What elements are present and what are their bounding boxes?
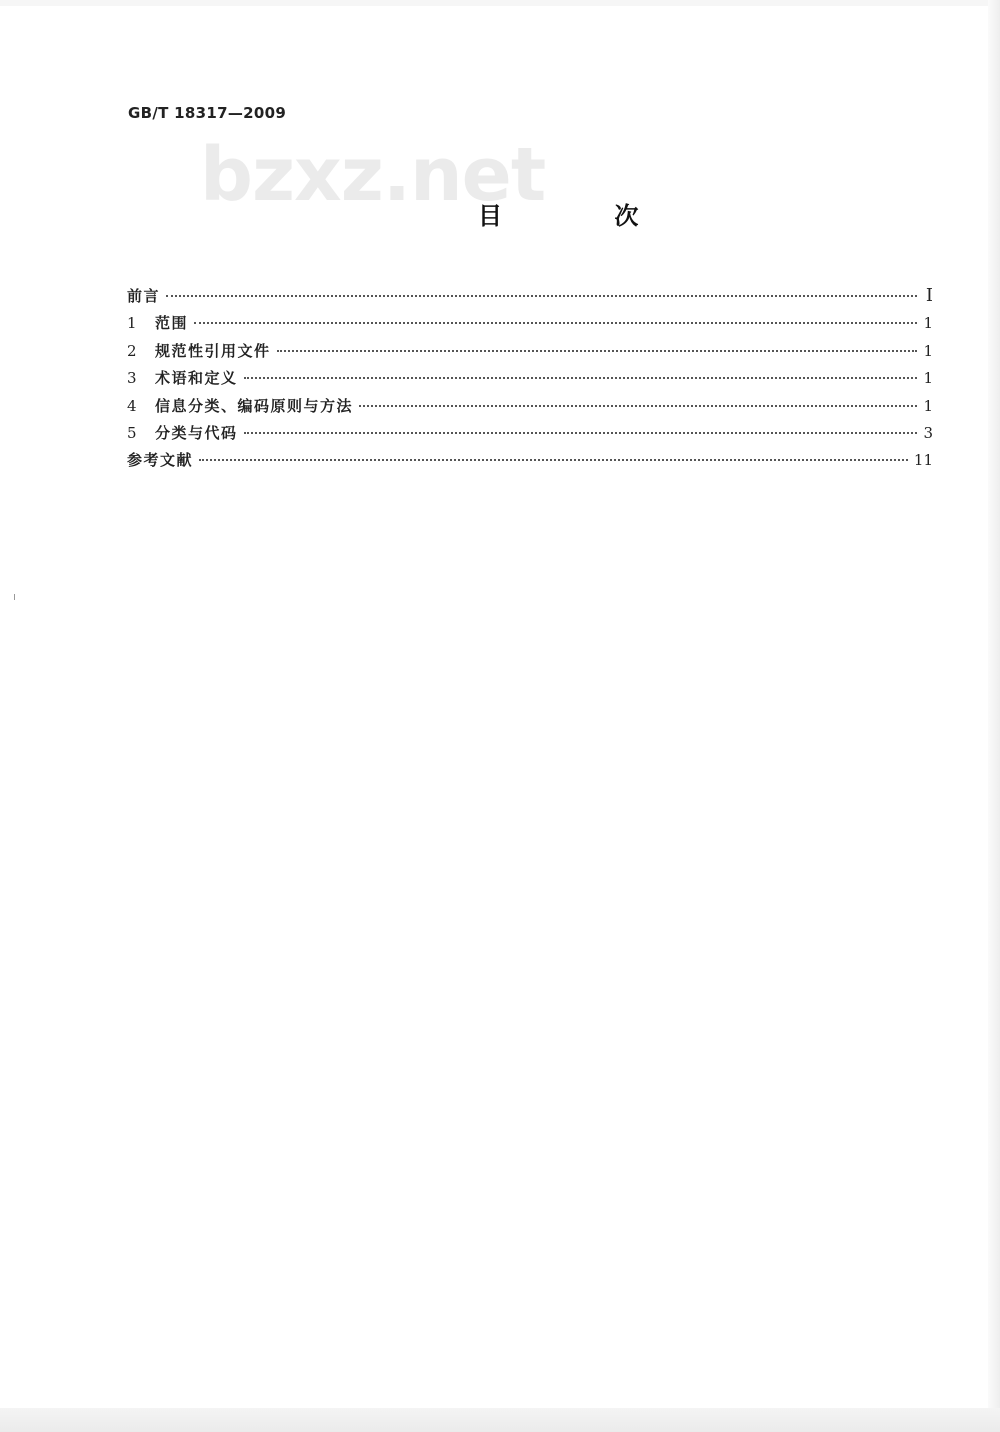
dot-leader — [277, 350, 917, 352]
toc-entry-scope[interactable] — [127, 312, 933, 339]
toc-entry-label: 规范性引用文件 — [155, 341, 271, 360]
dot-leader — [166, 295, 917, 297]
dot-leader — [359, 405, 917, 407]
toc-entry-normative-references[interactable] — [127, 340, 933, 367]
toc-entry-page: 1 — [923, 341, 933, 360]
page-right-edge — [988, 0, 1000, 1432]
toc-entry-foreword[interactable] — [127, 285, 933, 312]
toc-entry-page: 1 — [923, 369, 933, 388]
toc-entry-label: 范围 — [155, 314, 189, 333]
toc-entry-number: 2 — [127, 341, 137, 360]
toc-entry-label: 信息分类、编码原则与方法 — [155, 396, 354, 415]
page-top-edge — [0, 0, 1000, 6]
dot-leader — [199, 459, 908, 461]
toc-entry-label: 分类与代码 — [155, 423, 238, 442]
toc-title: 目 次 — [478, 201, 691, 230]
toc-entry-page: 11 — [913, 451, 933, 470]
toc-entry-label: 参考文献 — [127, 451, 194, 470]
toc-entry-terms-definitions[interactable] — [127, 367, 933, 394]
toc-entry-page: I — [925, 285, 933, 306]
toc-entry-number: 3 — [127, 369, 137, 388]
standard-number: GB/T 18317—2009 — [128, 104, 287, 122]
toc-entry-label: 术语和定义 — [155, 369, 238, 388]
table-of-contents — [127, 285, 933, 477]
toc-entry-classification-principles[interactable] — [127, 395, 933, 422]
toc-entry-number: 5 — [127, 423, 137, 442]
toc-entry-page: 1 — [923, 314, 933, 333]
toc-entry-bibliography[interactable] — [127, 449, 933, 476]
watermark: bzxz.net — [200, 132, 546, 218]
dot-leader — [244, 377, 917, 379]
toc-entry-page: 3 — [923, 423, 933, 442]
scan-mark — [14, 594, 15, 600]
page-bottom-edge — [0, 1408, 1000, 1432]
dot-leader — [244, 432, 917, 434]
toc-entry-label: 前言 — [127, 287, 161, 305]
toc-entry-number: 1 — [127, 314, 137, 333]
toc-entry-classification-codes[interactable] — [127, 422, 933, 449]
toc-entry-number: 4 — [127, 396, 137, 415]
dot-leader — [194, 322, 917, 324]
toc-entry-page: 1 — [923, 396, 933, 415]
